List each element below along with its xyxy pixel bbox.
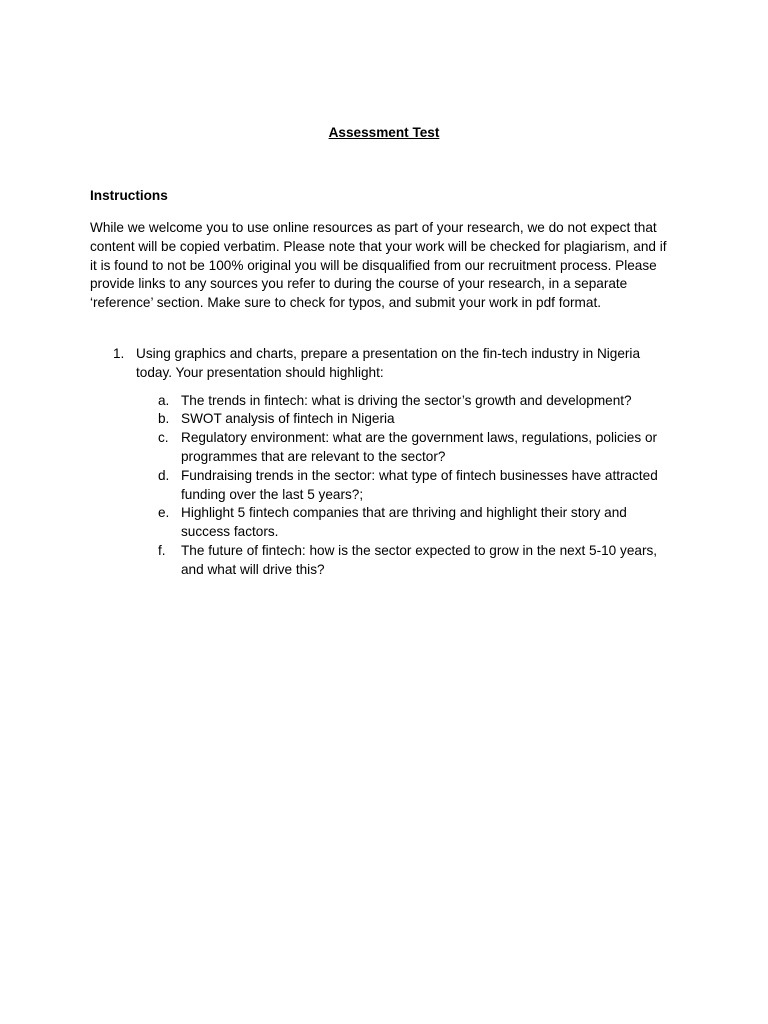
sub-item: [0, 504, 768, 542]
sub-item-letter: b.: [158, 411, 170, 427]
paragraph-line: it is found to not be 100% original you will be disqualified from our recruitment process. Please: [90, 257, 657, 273]
sub-item: [0, 467, 768, 505]
document-title: Assessment Test: [328, 125, 440, 140]
sub-item-text: [181, 410, 701, 429]
paragraph-line: While we welcome you to use online resources as part of your research, we do not expect that: [90, 220, 657, 235]
question-line: Using graphics and charts, prepare a presentation on the fin-tech industry in Nigeria: [136, 346, 641, 361]
sub-item-text: [181, 429, 701, 467]
sub-item-line: Regulatory environment: what are the government laws, regulations, policies or: [181, 430, 658, 446]
instructions-paragraph: [90, 219, 690, 313]
question-number: 1.: [113, 346, 125, 361]
sub-item-line: and what will drive this?: [181, 561, 325, 577]
paragraph-line: provide links to any sources you refer to during the course of your research, in a separate: [90, 276, 628, 292]
sub-item-letter: e.: [158, 505, 170, 521]
sub-item-line: Highlight 5 fintech companies that are thriving and highlight their story and: [181, 505, 627, 521]
sub-item: [0, 429, 768, 467]
question-item: [0, 345, 768, 580]
sub-item: [0, 542, 768, 580]
sub-item-line: The future of fintech: how is the sector expected to grow in the next 5-10 years,: [181, 542, 658, 558]
sub-item-line: Fundraising trends in the sector: what type of fintech businesses have attracted: [181, 467, 658, 483]
sub-item-line: SWOT analysis of fintech in Nigeria: [181, 411, 395, 427]
sub-item-text: [181, 392, 701, 411]
question-line: today. Your presentation should highlight:: [136, 364, 384, 380]
instructions-heading: Instructions: [90, 188, 168, 203]
sub-item-text: [181, 542, 701, 580]
sub-item-letter: d.: [158, 467, 170, 483]
sub-item-line: funding over the last 5 years?;: [181, 486, 364, 502]
paragraph-line: ‘reference’ section. Make sure to check for typos, and submit your work in pdf format.: [90, 295, 601, 311]
sub-item-letter: c.: [158, 430, 169, 446]
sub-item-line: The trends in fintech: what is driving the sector’s growth and development?: [181, 392, 632, 408]
sub-item-line: programmes that are relevant to the sector?: [181, 448, 446, 464]
sub-item-letter: f.: [158, 542, 166, 558]
sub-item-line: success factors.: [181, 524, 279, 540]
sub-item-list: [0, 392, 768, 580]
sub-item: [0, 410, 768, 429]
paragraph-line: content will be copied verbatim. Please note that your work will be checked for plagiarism, and if: [90, 238, 667, 254]
sub-item-letter: a.: [158, 392, 170, 408]
question-list: [0, 345, 768, 580]
sub-item: [0, 392, 768, 411]
sub-item-text: [181, 467, 701, 505]
sub-item-text: [181, 504, 701, 542]
question-text: [136, 345, 696, 383]
